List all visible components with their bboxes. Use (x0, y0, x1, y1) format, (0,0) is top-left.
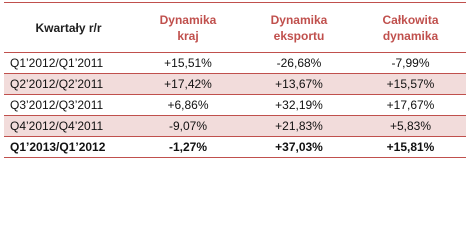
header-domestic-dynamics (133, 3, 243, 53)
table-row (4, 53, 466, 74)
quarter-cell: Q1’2013/Q1’2012 (4, 137, 133, 158)
total-value-cell: +15,81% (355, 137, 466, 158)
header-total-dynamics (355, 3, 466, 53)
total-value-cell: +17,67% (355, 95, 466, 116)
quarter-cell: Q1’2012/Q1’2011 (4, 53, 133, 74)
quarter-cell: Q4’2012/Q4’2011 (4, 116, 133, 137)
header-domestic-line1: Dynamika (159, 12, 217, 27)
header-row (4, 3, 466, 53)
total-value-cell: +5,83% (355, 116, 466, 137)
header-quarters (4, 3, 133, 53)
table-row (4, 74, 466, 95)
header-quarters-line1: Kwartały r/r (35, 20, 102, 35)
table-row-summary (4, 137, 466, 158)
header-export-line1: Dynamika (270, 12, 328, 27)
domestic-value-cell: -1,27% (133, 137, 243, 158)
domestic-value-cell: +6,86% (133, 95, 243, 116)
total-value-cell: +15,57% (355, 74, 466, 95)
domestic-value-cell: -9,07% (133, 116, 243, 137)
export-value-cell: +21,83% (243, 116, 355, 137)
export-value-cell: -26,68% (243, 53, 355, 74)
quarter-cell: Q2’2012/Q2’2011 (4, 74, 133, 95)
table-body (4, 53, 466, 158)
header-export-dynamics (243, 3, 355, 53)
header-domestic-line2: kraj (177, 28, 199, 43)
domestic-value-cell: +15,51% (133, 53, 243, 74)
header-total-line1: Całkowita (382, 12, 439, 27)
header-total-line2: dynamika (382, 28, 439, 43)
table-row (4, 116, 466, 137)
header-export-line2: eksportu (273, 28, 325, 43)
table-row (4, 95, 466, 116)
export-value-cell: +13,67% (243, 74, 355, 95)
domestic-value-cell: +17,42% (133, 74, 243, 95)
dynamics-table (4, 2, 466, 158)
total-value-cell: -7,99% (355, 53, 466, 74)
export-value-cell: +37,03% (243, 137, 355, 158)
export-value-cell: +32,19% (243, 95, 355, 116)
quarter-cell: Q3’2012/Q3’2011 (4, 95, 133, 116)
table-header (4, 3, 466, 53)
